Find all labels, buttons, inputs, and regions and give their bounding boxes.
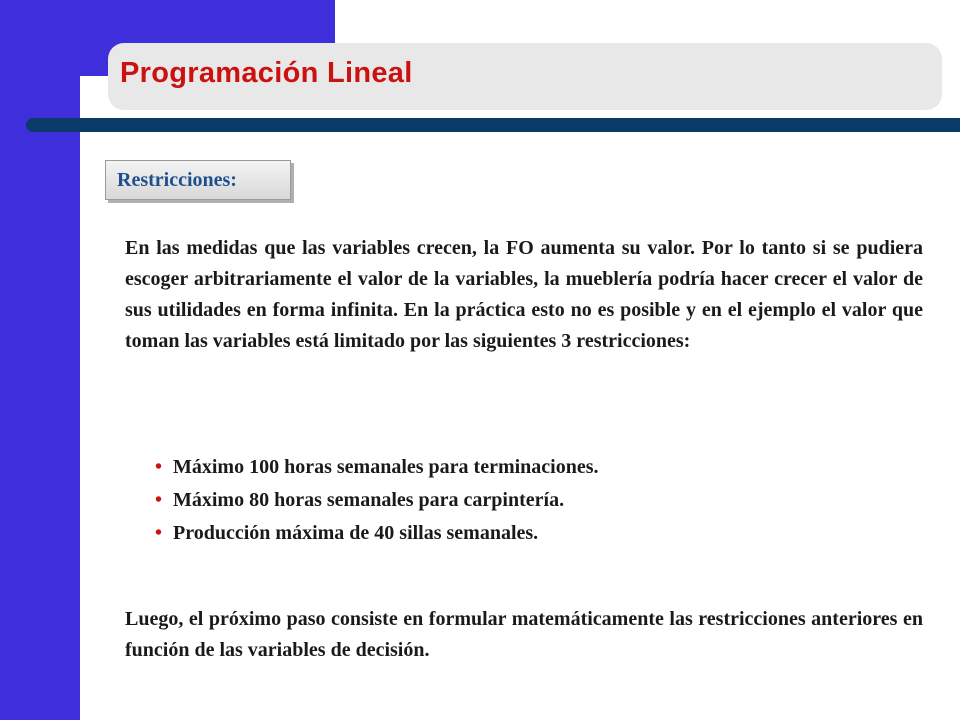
bullet-dot-icon: • [155, 522, 163, 544]
list-item-text: Máximo 80 horas semanales para carpintería. [173, 489, 565, 511]
page-title: Programación Lineal [120, 57, 413, 89]
list-item [150, 517, 850, 550]
bullet-dot-icon: • [155, 456, 163, 478]
title-banner [108, 43, 942, 110]
bullet-dot-icon: • [155, 489, 163, 511]
title-divider [26, 118, 960, 132]
intro-paragraph: En las medidas que las variables crecen, la FO aumenta su valor. Por lo tanto si se pudiera escoger arbitrariamente el valor de la variables, la mueblería podría hacer crecer el valor de sus utilidades en forma infinita. En la práctica esto no es posible y en el ejemplo el valor que toman las variables está limitado por las siguientes 3 restricciones: [125, 237, 923, 352]
conclusion-paragraph: Luego, el próximo paso consiste en formular matemáticamente las restricciones anteriores en función de las variables de decisión. [125, 608, 923, 661]
restrictions-list [150, 451, 850, 550]
list-item-text: Producción máxima de 40 sillas semanales. [173, 522, 539, 544]
left-sidebar-bar [0, 0, 80, 720]
list-item [150, 484, 850, 517]
list-item-text: Máximo 100 horas semanales para terminaciones. [173, 456, 599, 478]
list-item [150, 451, 850, 484]
section-label: Restricciones: [105, 160, 291, 200]
